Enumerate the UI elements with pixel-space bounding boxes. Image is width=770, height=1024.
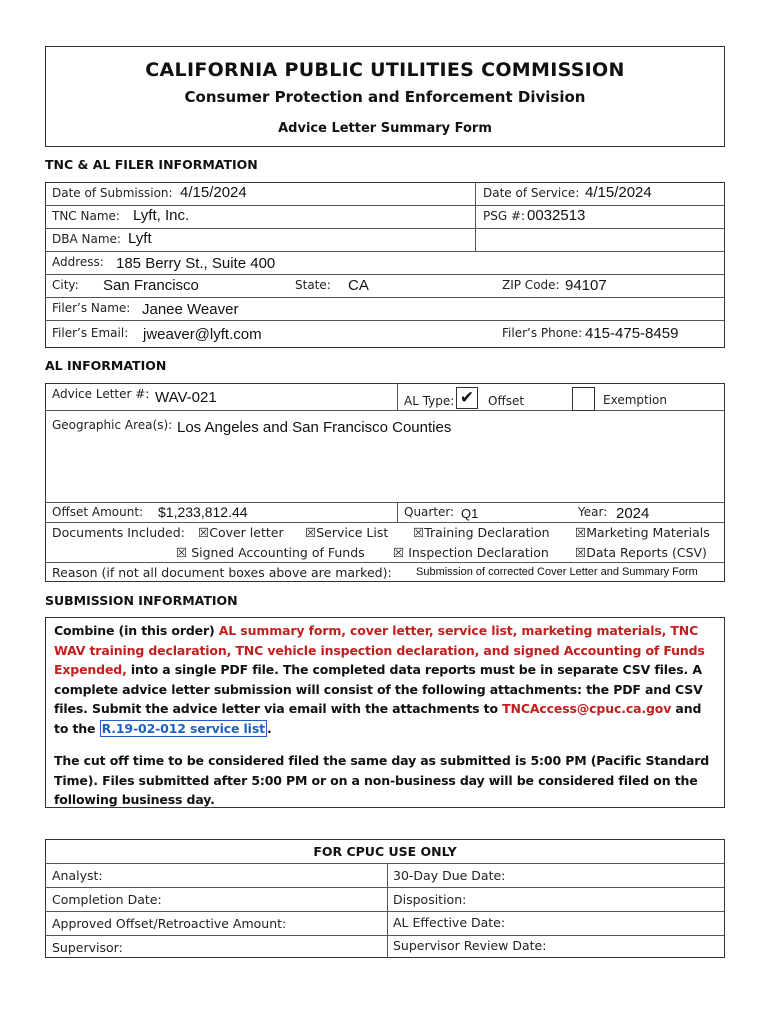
date-service-value[interactable]: 4/15/2024 [585, 184, 652, 201]
filer-email-value[interactable]: jweaver@lyft.com [143, 326, 262, 343]
doc-service-list[interactable]: ☒Service List [305, 525, 389, 540]
completion-date-label: Completion Date: [52, 892, 162, 907]
state-value[interactable]: CA [348, 277, 369, 294]
geo-label: Geographic Area(s): [52, 418, 173, 432]
tnc-access-email[interactable]: TNCAccess@cpuc.ca.gov [502, 701, 672, 716]
doc-training-declaration[interactable]: ☒Training Declaration [413, 525, 550, 540]
filer-phone-label: Filer’s Phone: [502, 326, 583, 340]
zip-value[interactable]: 94107 [565, 277, 607, 294]
advice-letter-value[interactable]: WAV-021 [155, 389, 217, 406]
reason-value[interactable]: Submission of corrected Cover Letter and Summary Form [416, 566, 698, 578]
filer-section-heading: TNC & AL FILER INFORMATION [45, 157, 258, 172]
checked-box-icon: ☒ [305, 525, 317, 540]
submission-box [45, 617, 725, 808]
psg-value[interactable]: 0032513 [527, 207, 586, 224]
offset-checkbox[interactable] [456, 387, 478, 409]
al-type-label: AL Type: [404, 394, 455, 408]
dba-value[interactable]: Lyft [128, 230, 152, 247]
due-date-label: 30-Day Due Date: [393, 868, 506, 883]
submission-paragraph-1: Combine (in this order) AL summary form, cover letter, service list, marketing materials, TNC WAV training declaration, TNC vehicle inspection declaration, and signed Accounting of Funds Expended, into a single PDF file. The completed data reports must be in separate CSV files. A complete advice letter submission will consist of the following attachments: the PDF and CSV files. Submit the advice letter via email with the attachments to TNCAccess@cpuc.ca.gov and to the R.19-02-012 service list . [54, 623, 705, 736]
disposition-label: Disposition: [393, 892, 467, 907]
doc-inspection-declaration[interactable]: ☒ Inspection Declaration [393, 545, 549, 560]
documents-included-label: Documents Included: [52, 525, 185, 540]
offset-amount-label: Offset Amount: [52, 505, 144, 519]
submission-paragraph-2: The cut off time to be considered filed the same day as submitted is 5:00 PM (Pacific Standard Time). Files submitted after 5:00 PM or on a non-business day will be considered filed on the following business day. [54, 753, 710, 807]
checkmark-icon: ✔ [459, 388, 475, 408]
submission-heading: SUBMISSION INFORMATION [45, 593, 238, 608]
date-submission-value[interactable]: 4/15/2024 [180, 184, 247, 201]
exemption-checkbox[interactable] [572, 387, 595, 411]
effective-date-label: AL Effective Date: [393, 915, 506, 930]
checked-box-icon: ☒ [198, 525, 210, 540]
header-box [45, 46, 725, 147]
filer-name-value[interactable]: Janee Weaver [142, 301, 239, 318]
checked-box-icon: ☒ [176, 545, 188, 560]
approved-amount-label: Approved Offset/Retroactive Amount: [52, 916, 287, 931]
doc-signed-accounting[interactable]: ☒ Signed Accounting of Funds [176, 545, 365, 560]
checked-box-icon: ☒ [413, 525, 425, 540]
address-label: Address: [52, 255, 104, 269]
quarter-value[interactable]: Q1 [461, 506, 479, 521]
al-section-heading: AL INFORMATION [45, 358, 167, 373]
quarter-label: Quarter: [404, 505, 455, 519]
form-name: Advice Letter Summary Form [278, 121, 492, 136]
advice-letter-label: Advice Letter #: [52, 387, 150, 401]
supervisor-label: Supervisor: [52, 940, 123, 955]
form-title: CALIFORNIA PUBLIC UTILITIES COMMISSION [145, 59, 625, 81]
city-label: City: [52, 278, 79, 292]
year-value[interactable]: 2024 [616, 505, 650, 522]
offset-amount-value[interactable]: $1,233,812.44 [158, 504, 248, 520]
geo-value[interactable]: Los Angeles and San Francisco Counties [177, 419, 452, 436]
city-value[interactable]: San Francisco [103, 277, 199, 294]
checked-box-icon: ☒ [575, 545, 587, 560]
checked-box-icon: ☒ [575, 525, 587, 540]
tnc-name-label: TNC Name: [52, 209, 120, 223]
doc-marketing-materials[interactable]: ☒Marketing Materials [575, 525, 710, 540]
year-label: Year: [578, 505, 608, 519]
filer-phone-value[interactable]: 415-475-8459 [585, 325, 679, 342]
date-submission-label: Date of Submission: [52, 186, 173, 200]
reason-label: Reason (if not all document boxes above are marked): [52, 565, 392, 580]
filer-email-label: Filer’s Email: [52, 326, 129, 340]
dba-label: DBA Name: [52, 232, 121, 246]
tnc-name-value[interactable]: Lyft, Inc. [133, 207, 190, 224]
service-list-link[interactable]: R.19-02-012 service list [101, 720, 265, 736]
doc-data-reports[interactable]: ☒Data Reports (CSV) [575, 545, 707, 560]
offset-option-label: Offset [488, 394, 525, 408]
analyst-label: Analyst: [52, 868, 103, 883]
cpuc-heading: FOR CPUC USE ONLY [313, 844, 457, 859]
state-label: State: [295, 278, 331, 292]
filer-name-label: Filer’s Name: [52, 301, 131, 315]
exemption-option-label: Exemption [603, 393, 667, 407]
supervisor-review-label: Supervisor Review Date: [393, 938, 547, 953]
checked-box-icon: ☒ [393, 545, 405, 560]
doc-cover-letter[interactable]: ☒Cover letter [198, 525, 284, 540]
address-value[interactable]: 185 Berry St., Suite 400 [116, 255, 276, 272]
division-subtitle: Consumer Protection and Enforcement Division [184, 88, 586, 106]
psg-label: PSG #: [483, 209, 526, 223]
zip-label: ZIP Code: [502, 278, 560, 292]
date-service-label: Date of Service: [483, 186, 580, 200]
